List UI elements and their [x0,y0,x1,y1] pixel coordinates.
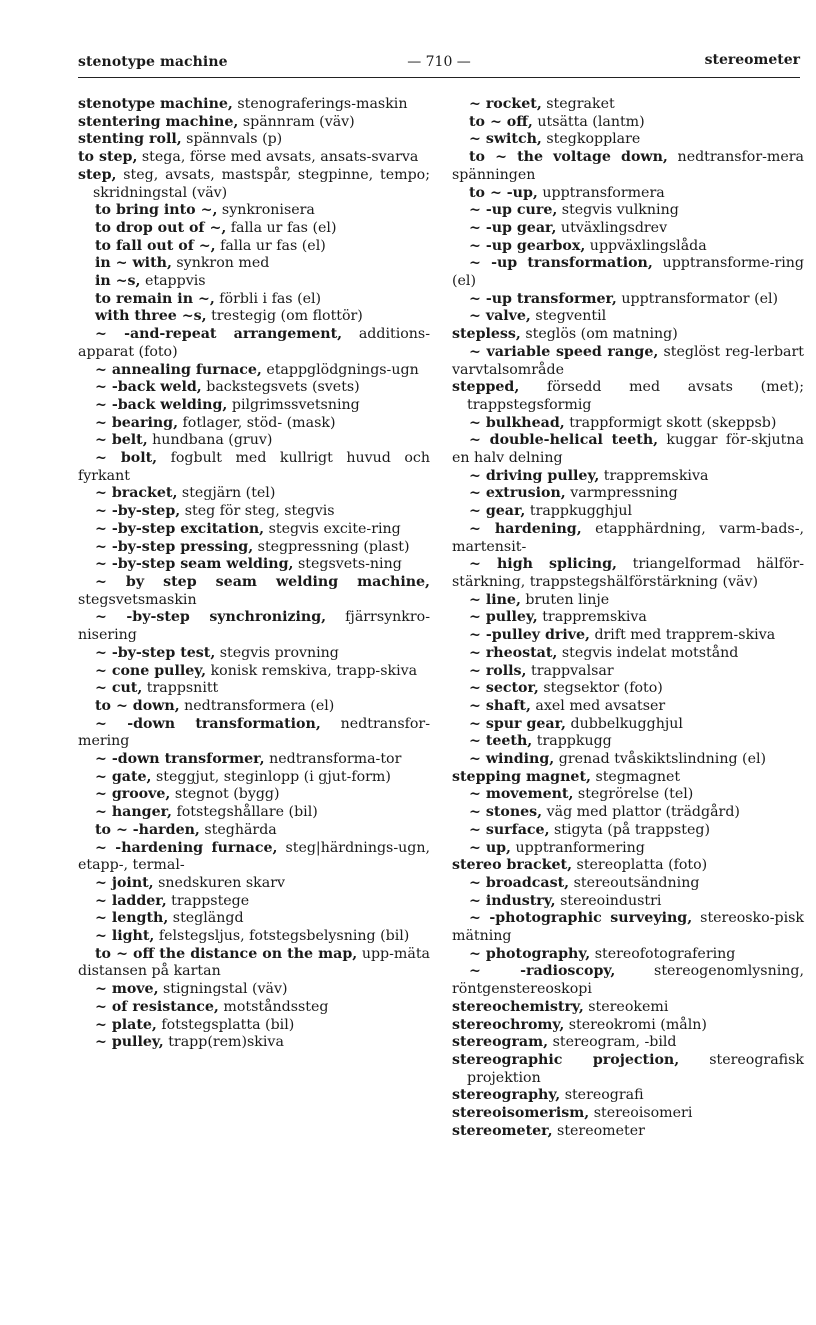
dictionary-entry [78,539,430,557]
dictionary-entry [452,1087,804,1105]
entry-headword: ~ -pulley drive, [469,627,590,644]
entry-translation: stereogram, -bild [548,1034,677,1051]
entry-headword: ~ rocket, [469,96,542,112]
entry-translation: stigningstal (väv) [158,981,288,998]
dictionary-entry [452,716,804,734]
dictionary-entry [452,344,804,379]
entry-translation: etapphärdning, varm-bads-, martensit- [452,520,804,555]
entry-translation: trappsnitt [142,680,219,697]
entry-translation: trestegig (om flottör) [206,308,363,325]
dictionary-entry [452,1052,804,1087]
left-guide-word: stenotype machine [78,54,228,70]
entry-headword: ~ light, [95,928,155,945]
entry-translation: fogbult med kullrigt huvud och fyrkant [78,450,431,484]
entry-translation: etappglödgnings-ugn [261,361,419,378]
entry-translation: stereofotografering [590,945,736,962]
dictionary-entry [452,202,804,220]
entry-headword: ~ plate, [95,1016,157,1033]
dictionary-entry [452,131,804,149]
entry-translation: stereokromi (måln) [564,1016,707,1033]
dictionary-entry [78,131,430,149]
entry-translation: trappkugghjul [525,503,633,520]
entry-translation: stegvis excite-ring [264,520,401,537]
dictionary-entry [452,698,804,716]
entry-translation: stereoutsändning [569,874,700,891]
left-column [78,96,430,1052]
dictionary-entry [452,185,804,203]
dictionary-entry [452,627,804,645]
dictionary-entry [78,503,430,521]
dictionary-entry [452,1034,804,1052]
entry-headword: to ~ -up, [469,184,538,201]
entry-translation: nedtransformera (el) [179,697,335,714]
entry-headword: ~ up, [469,839,512,856]
dictionary-entry [78,680,430,698]
entry-translation: bruten linje [520,591,610,608]
entry-headword: ~ bolt, [95,450,158,467]
dictionary-entry [78,202,430,220]
dictionary-entry [78,786,430,804]
entry-translation: väg med plattor (trädgård) [542,804,740,821]
entry-translation: upptransformator (el) [616,290,779,307]
entry-translation: upptransforme-ring (el) [452,255,804,290]
entry-translation: hundbana (gruv) [147,432,273,449]
dictionary-entry [78,769,430,787]
entry-translation: fotlager, stöd- (mask) [178,414,336,431]
entry-translation: grenad tvåskiktslindning (el) [554,751,767,768]
dictionary-entry [452,255,804,290]
entry-headword: ~ rolls, [469,662,527,679]
entry-translation: stegrörelse (tel) [573,786,694,803]
dictionary-entry [452,609,804,627]
entry-headword: ~ -down transformer, [95,751,265,768]
dictionary-entry [78,574,430,609]
entry-translation: steg|härdnings-ugn, etapp-, termal- [78,839,431,874]
entry-translation: axel med avsatser [530,697,666,714]
entry-headword: ~ groove, [95,786,171,803]
dictionary-entry [452,840,804,858]
entry-headword: to bring into ~, [95,202,218,219]
dictionary-entry [78,220,430,238]
entry-headword: ~ driving pulley, [469,467,600,484]
entry-headword: stepped, [452,379,520,396]
entry-translation: triangelformad hälför-stärkning, trappstegshälförstärkning (väv) [452,556,804,590]
entry-headword: ~ sector, [469,680,539,697]
entry-headword: ~ -down transformation, [95,715,321,732]
entry-translation: steg, avsats, mastspår, stegpinne, tempo; skridningstal (väv) [93,166,430,201]
dictionary-entry [78,999,430,1017]
entry-headword: ~ cut, [95,680,143,697]
entry-headword: ~ -up transformation, [469,255,653,272]
dictionary-entry [78,645,430,663]
entry-headword: stereogram, [452,1034,549,1051]
entry-headword: ~ -back welding, [95,396,228,413]
entry-headword: ~ of resistance, [95,998,219,1015]
dictionary-entry [452,379,804,414]
dictionary-entry [452,468,804,486]
dictionary-entry [452,556,804,591]
entry-translation: falla ur fas (el) [215,237,326,254]
entry-translation: kuggar för-skjutna en halv delning [452,432,804,467]
entry-translation: trappstege [166,892,250,909]
entry-headword: ~ cone pulley, [95,662,207,679]
entry-translation: upptranformering [511,839,645,856]
dictionary-entry [452,769,804,787]
entry-headword: ~ valve, [469,308,531,325]
entry-headword: ~ broadcast, [469,874,570,891]
right-column [452,96,804,1140]
dictionary-entry [452,663,804,681]
dictionary-entry [452,645,804,663]
entry-headword: to fall out of ~, [95,237,216,254]
entry-translation: trappvalsar [526,662,614,679]
entry-translation: stegvis vulkning [557,202,679,219]
entry-translation: uppväxlingslåda [585,237,707,254]
entry-headword: ~ ladder, [95,892,167,909]
entry-headword: ~ teeth, [469,733,533,750]
dictionary-entry [78,609,430,644]
entry-headword: ~ extrusion, [469,485,566,502]
dictionary-entry [78,716,430,751]
entry-headword: ~ annealing furnace, [95,361,262,378]
entry-translation: spännvals (p) [181,131,283,148]
entry-headword: ~ bulkhead, [469,414,565,431]
dictionary-entry [78,698,430,716]
dictionary-entry [452,432,804,467]
entry-headword: ~ -up gearbox, [469,237,586,254]
entry-headword: ~ high splicing, [469,556,617,573]
entry-headword: ~ pulley, [95,1034,164,1051]
dictionary-entry [452,114,804,132]
entry-headword: ~ industry, [469,892,556,909]
dictionary-entry [78,167,430,202]
entry-headword: ~ -up gear, [469,219,557,236]
entry-translation: stegsvetsmaskin [78,591,197,608]
dictionary-entry [78,1034,430,1052]
dictionary-entry [78,804,430,822]
entry-translation: steggjut, steginlopp (i gjut-form) [151,768,391,785]
dictionary-entry [78,362,430,380]
entry-translation: steg för steg, stegvis [180,503,335,520]
dictionary-entry [452,521,804,556]
entry-headword: ~ -hardening furnace, [95,839,278,856]
entry-translation: stereometer [552,1122,645,1139]
entry-translation: stegvis provning [215,644,339,661]
entry-translation: stegsektor (foto) [538,680,663,697]
entry-translation: spännram (väv) [238,113,355,130]
entry-headword: stereo bracket, [452,857,573,874]
entry-headword: to ~ off, [469,113,533,130]
entry-headword: stereographic projection, [452,1051,680,1068]
entry-headword: stentering machine, [78,113,239,130]
dictionary-entry [452,149,804,184]
entry-translation: trappremskiva [537,609,647,626]
entry-translation: etappvis [140,273,206,290]
entry-translation: stereografisk projektion [467,1051,804,1086]
dictionary-entry [452,592,804,610]
entry-translation: felstegsljus, fotstegsbelysning (bil) [154,928,410,945]
entry-translation: nedtransfor-mera spänningen [452,149,804,183]
page-header [78,50,800,78]
dictionary-entry [78,822,430,840]
entry-translation: stereoplatta (foto) [572,857,708,874]
dictionary-entry [78,238,430,256]
entry-translation: dubbelkugghjul [565,715,683,732]
dictionary-entry [452,1105,804,1123]
entry-translation: steglös (om matning) [520,326,678,343]
entry-headword: ~ -by-step, [95,503,181,520]
entry-headword: ~ bearing, [95,414,179,431]
dictionary-entry [452,503,804,521]
entry-headword: in ~s, [95,273,141,290]
entry-translation: nedtransforma-tor [264,751,402,768]
dictionary-entry [78,928,430,946]
dictionary-entry [78,114,430,132]
dictionary-entry [78,1017,430,1035]
entry-headword: ~ -up cure, [469,202,558,219]
dictionary-entry [452,220,804,238]
entry-translation: stegmagnet [590,768,681,785]
entry-translation: stigyta (på trappsteg) [549,821,710,838]
dictionary-entry [452,822,804,840]
dictionary-entry [78,255,430,273]
dictionary-entry [452,308,804,326]
entry-headword: ~ -by-step seam welding, [95,556,294,573]
entry-headword: to ~ off the distance on the map, [95,945,358,962]
entry-translation: försedd med avsats (met); trappstegsformig [467,379,804,413]
entry-translation: utväxlingsdrev [556,219,668,236]
entry-headword: step, [78,166,117,183]
entry-headword: ~ -and-repeat arrangement, [95,326,343,343]
dictionary-entry [78,273,430,291]
dictionary-entry [452,804,804,822]
dictionary-entry [452,238,804,256]
dictionary-entry [78,910,430,928]
dictionary-entry [452,733,804,751]
entry-translation: stereogenomlysning, röntgenstereoskopi [452,963,804,998]
entry-headword: stereography, [452,1087,561,1104]
dictionary-entry [78,149,430,167]
entry-headword: stereochromy, [452,1016,565,1033]
entry-translation: motståndssteg [218,998,329,1015]
entry-translation: stega, förse med avsats, ansats-svarva [137,149,419,166]
dictionary-entry [78,415,430,433]
dictionary-entry [78,96,430,114]
dictionary-entry [452,999,804,1017]
entry-translation: konisk remskiva, trapp-skiva [206,662,418,679]
entry-translation: trapp(rem)skiva [163,1034,284,1051]
entry-headword: stepping magnet, [452,768,591,785]
entry-headword: to drop out of ~, [95,219,227,236]
entry-headword: stereoisomerism, [452,1105,590,1122]
entry-headword: ~ belt, [95,432,148,449]
dictionary-entry [452,326,804,344]
entry-translation: pilgrimssvetsning [227,396,360,413]
entry-headword: ~ stones, [469,804,543,821]
dictionary-entry [78,521,430,539]
entry-headword: ~ by step seam welding machine, [95,573,430,590]
entry-headword: ~ gate, [95,768,152,785]
entry-headword: ~ rheostat, [469,644,558,661]
dictionary-entry [452,96,804,114]
dictionary-entry [78,326,430,361]
entry-headword: ~ -up transformer, [469,290,617,307]
dictionary-entry [78,946,430,981]
entry-translation: stegvis indelat motstånd [557,644,739,661]
dictionary-entry [78,291,430,309]
dictionary-entry [452,786,804,804]
entry-headword: ~ winding, [469,751,555,768]
entry-translation: varmpressning [565,485,678,502]
entry-headword: stereochemistry, [452,998,584,1015]
entry-headword: ~ movement, [469,786,574,803]
right-guide-word: stereometer [704,52,800,68]
entry-translation: stegjärn (tel) [177,485,276,502]
entry-translation: trappkugg [532,733,612,750]
entry-translation: falla ur fas (el) [226,219,337,236]
entry-headword: ~ line, [469,591,521,608]
entry-headword: ~ bracket, [95,485,178,502]
entry-headword: stenotype machine, [78,96,233,112]
entry-translation: synkronisera [217,202,315,219]
dictionary-entry [452,680,804,698]
dictionary-entry [78,485,430,503]
entry-headword: to ~ the voltage down, [469,149,668,166]
dictionary-entry [78,663,430,681]
entry-translation: stegventil [530,308,607,325]
entry-translation: backstegsvets (svets) [201,379,360,396]
dictionary-entry [452,751,804,769]
entry-headword: to step, [78,149,138,166]
entry-translation: stereosko-pisk mätning [452,910,804,945]
entry-translation: stegnot (bygg) [170,786,280,803]
entry-translation: stegpressning (plast) [253,538,410,555]
dictionary-entry [78,308,430,326]
entry-translation: snedskuren skarv [153,874,286,891]
dictionary-entry [78,397,430,415]
entry-translation: stegkopplare [541,131,641,148]
dictionary-entry [452,1123,804,1141]
dictionary-entry [452,415,804,433]
entry-headword: ~ -by-step synchronizing, [95,609,327,626]
dictionary-entry [452,946,804,964]
entry-translation: stenograferings-maskin [232,96,408,112]
entry-translation: fotstegshållare (bil) [171,804,318,821]
entry-translation: stegraket [541,96,615,112]
entry-translation: fjärrsynkro-nisering [78,609,430,644]
dictionary-entry [78,981,430,999]
dictionary-entry [78,893,430,911]
entry-headword: ~ gear, [469,503,526,520]
entry-headword: stereometer, [452,1122,553,1139]
dictionary-entry [452,875,804,893]
entry-headword: with three ~s, [95,308,207,325]
entry-headword: ~ double-helical teeth, [469,432,659,449]
entry-headword: ~ move, [95,981,159,998]
dictionary-entry [78,556,430,574]
entry-headword: ~ variable speed range, [469,343,659,360]
entry-headword: ~ pulley, [469,609,538,626]
dictionary-entry [452,291,804,309]
entry-headword: ~ spur gear, [469,715,566,732]
entry-translation: trappremskiva [599,467,709,484]
entry-headword: stenting roll, [78,131,182,148]
entry-translation: stereoindustri [555,892,662,909]
entry-translation: fotstegsplatta (bil) [156,1016,295,1033]
dictionary-entry [452,485,804,503]
entry-headword: stepless, [452,326,521,343]
dictionary-entry [452,857,804,875]
entry-headword: ~ length, [95,910,169,927]
dictionary-entry [78,379,430,397]
entry-translation: steglängd [168,910,244,927]
entry-headword: ~ -radioscopy, [469,963,616,980]
dictionary-entry [78,840,430,875]
dictionary-entry [452,963,804,998]
entry-headword: to ~ down, [95,697,180,714]
entry-headword: ~ -photographic surveying, [469,910,693,927]
entry-headword: ~ surface, [469,821,550,838]
entry-translation: steglöst reg-lerbart varvtalsområde [452,343,804,378]
entry-translation: synkron med [171,255,270,272]
entry-headword: ~ -back weld, [95,379,202,396]
entry-headword: ~ -by-step pressing, [95,538,254,555]
entry-headword: ~ hanger, [95,804,172,821]
dictionary-entry [78,751,430,769]
entry-translation: stegsvets-ning [293,556,402,573]
entry-translation: drift med trapprem-skiva [589,627,776,644]
entry-headword: ~ joint, [95,874,154,891]
entry-headword: to remain in ~, [95,290,215,307]
header-rule [78,77,800,78]
dictionary-entry [78,450,430,485]
entry-translation: steghärda [199,821,277,838]
entry-headword: ~ -by-step test, [95,644,216,661]
entry-translation: stereoisomeri [589,1105,693,1122]
entry-translation: stereokemi [583,998,669,1015]
entry-headword: ~ hardening, [469,520,582,537]
dictionary-entry [452,893,804,911]
entry-headword: ~ -by-step excitation, [95,520,265,537]
entry-translation: upptransformera [537,184,665,201]
entry-translation: additions-apparat (foto) [78,326,430,360]
entry-translation: förbli i fas (el) [214,290,322,307]
entry-translation: trappformigt skott (skeppsb) [564,414,777,431]
entry-headword: ~ shaft, [469,697,531,714]
entry-translation: utsätta (lantm) [532,113,645,130]
dictionary-entry [78,432,430,450]
dictionary-entry [452,910,804,945]
entry-translation: nedtransfor-mering [78,715,430,750]
entry-translation: upp-mäta distansen på kartan [78,945,430,980]
entry-translation: stereografi [560,1087,644,1104]
entry-headword: in ~ with, [95,255,172,272]
dictionary-entry [452,1017,804,1035]
entry-headword: ~ switch, [469,131,542,148]
dictionary-entry [78,875,430,893]
entry-headword: to ~ -harden, [95,821,200,838]
page-number: — 710 — [407,54,471,70]
entry-headword: ~ photography, [469,945,591,962]
